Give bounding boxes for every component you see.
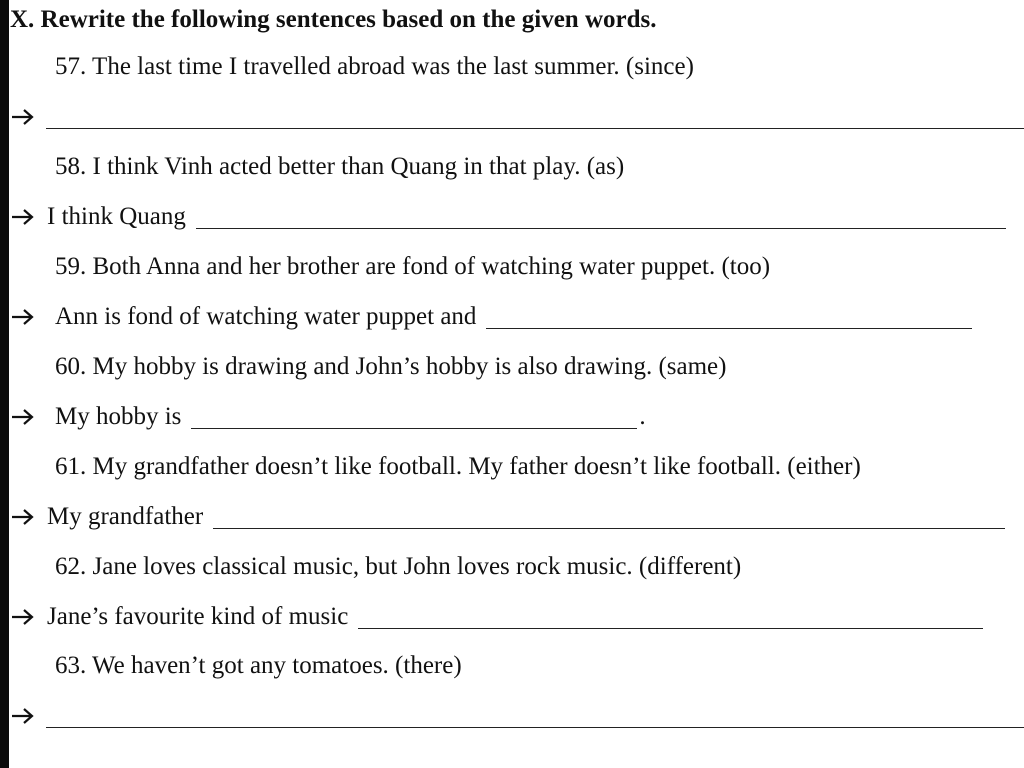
- answer-suffix: .: [639, 403, 646, 430]
- answer-line: [11, 100, 1024, 132]
- right-arrow-icon: [11, 607, 35, 627]
- section-heading: X. Rewrite the following sentences based on the given words.: [10, 6, 657, 33]
- exercise-item-58: [0, 152, 1024, 252]
- answer-blank[interactable]: [46, 727, 1024, 728]
- answer-blank[interactable]: [213, 528, 1005, 529]
- answer-blank[interactable]: [191, 428, 637, 429]
- right-arrow-icon: [11, 207, 35, 227]
- question-text: 57. The last time I travelled abroad was the last summer. (since): [55, 53, 694, 80]
- answer-line: [11, 500, 1005, 532]
- right-arrow-icon: [11, 407, 35, 427]
- question-text: 60. My hobby is drawing and John’s hobby is also drawing. (same): [55, 353, 727, 380]
- answer-prefix: My grandfather: [47, 503, 204, 530]
- answer-prefix: Ann is fond of watching water puppet and: [55, 303, 477, 330]
- answer-prefix: I think Quang: [47, 203, 186, 230]
- answer-blank[interactable]: [46, 128, 1024, 129]
- answer-blank[interactable]: [196, 228, 1006, 229]
- exercise-item-63: [0, 651, 1024, 751]
- question-text: 58. I think Vinh acted better than Quang in that play. (as): [55, 153, 625, 180]
- question-text: 61. My grandfather doesn’t like football. My father doesn’t like football. (either): [55, 453, 861, 480]
- answer-line: [11, 600, 983, 632]
- exercise-item-62: [0, 552, 1024, 652]
- answer-prefix: Jane’s favourite kind of music: [47, 603, 349, 630]
- right-arrow-icon: [11, 706, 35, 726]
- answer-blank[interactable]: [358, 628, 983, 629]
- answer-line: [11, 300, 972, 332]
- question-text: 59. Both Anna and her brother are fond of watching water puppet. (too): [55, 253, 771, 280]
- question-text: 63. We haven’t got any tomatoes. (there): [55, 652, 462, 679]
- answer-line: [11, 200, 1006, 232]
- exercise-item-60: [0, 352, 1024, 452]
- exercise-item-57: [0, 52, 1024, 152]
- answer-blank[interactable]: [486, 328, 972, 329]
- question-text: 62. Jane loves classical music, but John loves rock music. (different): [55, 553, 742, 580]
- right-arrow-icon: [11, 107, 35, 127]
- exercise-item-59: [0, 252, 1024, 352]
- answer-line: [11, 699, 1024, 731]
- exercise-item-61: [0, 452, 1024, 552]
- answer-line: [11, 400, 646, 432]
- right-arrow-icon: [11, 307, 35, 327]
- answer-prefix: My hobby is: [55, 403, 182, 430]
- right-arrow-icon: [11, 507, 35, 527]
